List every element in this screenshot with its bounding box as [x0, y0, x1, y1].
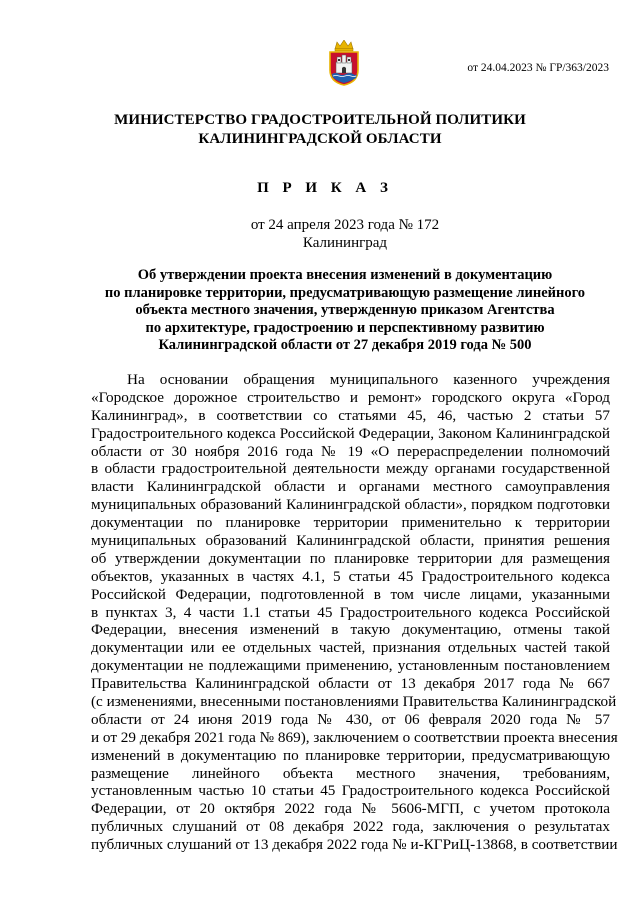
body-line: Федерации, от 20 октября 2022 года № 5606-МГП, с учетом протокола — [91, 800, 610, 818]
body-line: публичных слушаний от 08 декабря 2022 года, заключения о результатах — [91, 818, 610, 836]
body-line: публичных слушаний от 13 декабря 2022 года № и-КГРиЦ-13868, в соответствии — [91, 836, 618, 854]
body-line: Российской Федерации, подготовленной в том числе лицами, указанными — [91, 585, 610, 603]
body-line: Калининград», в соответствии со статьями 45, 46, частью 2 статьи 57 — [91, 406, 610, 424]
order-subject — [40, 267, 640, 355]
body-line: размещение линейного объекта местного значения, требованиям, — [91, 764, 610, 782]
body-line: изменений в документацию по планировке территории, предусматривающую — [91, 746, 610, 764]
body-line: области от 30 ноября 2016 года № 19 «О перераспределении полномочий — [91, 442, 610, 460]
body-line: Правительства Калининградской области от 13 декабря 2017 года № 667 — [91, 675, 610, 693]
body-line: муниципальных образований Калининградской области, принятия решения — [91, 532, 610, 550]
body-line: области от 24 июня 2019 года № 430, от 06 февраля 2020 года № 57 — [91, 710, 610, 728]
body-line: «Городское дорожное строительство и ремонт» городского округа «Город — [91, 388, 610, 406]
order-city: Калининград — [302, 235, 388, 251]
ministry-title-line: МИНИСТЕРСТВО ГРАДОСТРОИТЕЛЬНОЙ ПОЛИТИКИ — [114, 112, 526, 128]
document-reference-number: от 24.04.2023 № ГР/363/2023 — [467, 62, 609, 74]
body-line: Градостроительного кодекса Российской Федерации, Законом Калининградской — [91, 424, 610, 442]
body-line: Федерации, внесения изменений в такую документацию, отмены такой — [91, 621, 610, 639]
body-line: На основании обращения муниципального казенного учреждения — [127, 371, 610, 388]
body-line: документации или ее отдельных частей, признания отдельных частей такой — [91, 639, 610, 657]
body-line: власти Калининградской области и органами местного самоуправления — [91, 478, 610, 496]
body-line: и от 29 декабря 2021 года № 869), заключением о соответствии проекта внесения — [91, 728, 618, 746]
order-date: от 24 апреля 2023 года № 172 — [250, 217, 440, 233]
body-line: муниципальных образований Калининградской области», порядком подготовки — [91, 496, 610, 514]
body-line: документации не подлежащими применению, установленным постановлением — [91, 657, 610, 675]
subject-line: по архитектуре, градостроению и перспективному развитию — [145, 319, 545, 336]
order-heading: П Р И К А З — [257, 180, 393, 196]
body-line: в пунктах 3, 4 части 1.1 статьи 45 Градостроительного кодекса Российской — [91, 603, 610, 621]
body-line: (с изменениями, внесенными постановлениями Правительства Калининградской — [91, 693, 617, 711]
body-line: об утверждении документации по планировке территории для размещения — [91, 549, 610, 567]
order-body-paragraph — [91, 371, 618, 854]
body-line: в области градостроительной деятельности между органами государственной — [91, 460, 610, 478]
subject-line: по планировке территории, предусматривающую размещение линейного — [104, 284, 586, 301]
body-line: документации по планировке территории применительно к территории — [91, 514, 610, 532]
order-date-block — [0, 216, 640, 252]
subject-line: Калининградской области от 27 декабря 2019 года № 500 — [158, 337, 532, 353]
subject-line: объекта местного значения, утвержденную приказом Агентства — [135, 302, 555, 318]
kaliningrad-coat-of-arms-icon — [327, 40, 361, 86]
body-line: объектов, указанных в частях 4.1, 5 статьи 45 Градостроительного кодекса — [91, 567, 610, 585]
subject-line: Об утверждении проекта внесения изменений в документацию — [137, 267, 553, 283]
ministry-title-line: КАЛИНИНГРАДСКОЙ ОБЛАСТИ — [198, 131, 442, 147]
ministry-title — [0, 111, 640, 149]
body-line: установленным частью 10 статьи 45 Градостроительного кодекса Российской — [91, 782, 610, 800]
